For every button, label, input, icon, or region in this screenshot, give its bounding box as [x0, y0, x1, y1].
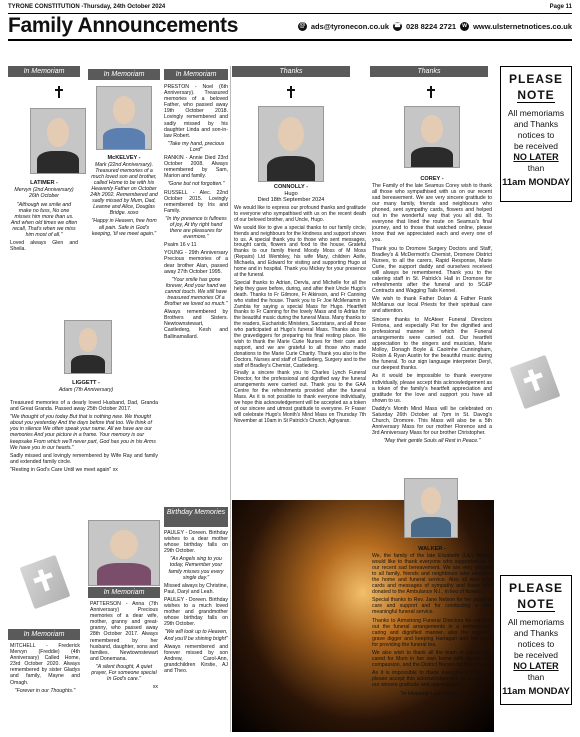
page-number: Page 11 — [549, 4, 572, 10]
page-title: Family Announcements — [8, 14, 239, 37]
photo-patterson — [88, 520, 160, 586]
notice-connolly: We would like to express our profound thanks and gratitude to everyone who sympathised with us on the recent death of our beloved brother, and Uncle, Hugo. We would like to give a special thanks to our family circle, friends and neighbours for the kindness and support shown to us. A special thank you to those who sent messages, brought cards, flowers and food to the house. Grateful thanks to our family friend Moody Moss of M Moss (Repairs) Ltd Wembley, his wife Mary, children Aoife, Michaela, and Edward for visiting and supporting Hugo at home and in hospital. Thank you Mickey for your presence at the funeral. Special thanks to Adrian, Dervla, and Michelle for all the help they gave before, during, and after their Uncle Hugo's death. Thanks to Fr Gilmore, Fr Atkinson, and Fr Canning who visited the house. Thank you to Fr Joe McMenamin in Zambia for saying a special Mass for Hugo. Heartfelt thanks to Fr Canning for the lovely Mass and to Adrian for the beautiful music during the funeral Mass. Many thanks to the readers, Eucharistic Ministers, Sacristans, and all those who participated at Hugo's funeral Mass. Thanks also to the gravediggers for preparing his final resting place. We wish to thank the Marie Curie Nurses for their care and support, and we are grateful to all those who made donations to the Marie Curie Charity. Thank you also to the Doctors, Nurses and staff of Castlederg, Surgery and to the staff of Bradley's Chemist, Castlederg. Finally a sincere thank you to Charles Lynch Funeral Director, for the professional and dignified way the funeral arrangements were carried out. Thank you to the GAA Centre for the refreshments provided after the funeral Mass. As it is not possible to thank everyone individually, we hope this acknowledgement will be accepted as a token of our sincere and utmost gratitude to everyone. Fr Fraser will celebrate Hugo's Month's Mind Mass on Thursday 7th November at 10am in St Patrick's Church, Aghyaran. — [234, 205, 367, 424]
masthead-rule — [8, 39, 572, 41]
photo-corey — [404, 106, 460, 168]
photo-liggett — [64, 320, 112, 374]
phone-number: 028 8224 2721 — [406, 21, 457, 31]
notice-latimer: LATIMER - Mervyn (2nd Anniversary) 26th October "Although we smile and make no fuss, No one misses him more than us. And when old times we often recall, That's when we miss him most of all." Loved always Glen and Sheila. — [10, 180, 78, 253]
header-in-memoriam-1: In Memoriam — [8, 66, 80, 77]
bible-icon — [510, 355, 561, 409]
header-thanks-1: Thanks — [232, 66, 350, 77]
header-in-memoriam-2: In Memoriam — [88, 69, 160, 80]
email-link[interactable]: ads@tyronecon.co.uk — [310, 21, 390, 31]
name-latimer: LATIMER - — [30, 180, 58, 186]
header-in-memoriam-3: In Memoriam — [164, 69, 228, 80]
column-divider — [230, 66, 231, 732]
photo-connolly — [258, 106, 324, 182]
notice-connolly-header: CONNOLLY - Hugo Died 18th September 2024 — [257, 184, 325, 204]
notice-mckelvey: McKELVEY - Mark (22nd Anniversary). Treasured memories of a much loved son and brother, called Home to be with his Heavenly Father on October 24th 2002. Remembered and sadly missed by Mum, Dad, Leanne and Alice, Douglas Bridge. xoxo "Happy in Heaven, free from all pain. Safe in God's keeping, 'til we meet again." — [90, 155, 158, 237]
notice-pauley: PAULEY - Doreen. Birthday wishes to a dear mother whose birthday falls on 29th October. "As Angels sing to you today, Remember your family misses you every single day." Missed always by Christine, Paul, Daryl and Leah. PAULEY - Doreen. Birthday wishes to a much loved mother and grandmother whose birthday falls on 29th October. "We will look up to Heaven, And you'll be shining bright" Always remembered and forever missed by son Andrew, Carol-Ann, grandchildren Kirstie, AJ and Theo. — [164, 530, 229, 674]
photo-walker — [404, 478, 458, 538]
web-icon: w — [460, 22, 469, 31]
cross-icon — [286, 86, 296, 98]
notice-liggett-header: LIGGETT - Adam (7th Anniversary) — [58, 380, 114, 393]
header-in-memoriam-5: In Memoriam — [8, 629, 80, 640]
photo-mckelvey — [96, 86, 152, 150]
notice-liggett: Treasured memories of a dearly loved Husband, Dad, Granda and Great Granda. Passed away 25th October 2017. "We thought of you today But that is nothing new. We thought about you yesterday And the days before that too. We think of you in silence We often speak your name. All we have are our memories And your picture in a frame. Your memory is our keepsake From which we'll never part, God has you in his Arms We have you in our hearts." Sadly missed and lovingly remembered by Wife Ray and family and extended family circle. "Resting in God's Care Until we meet again" xx — [10, 400, 158, 473]
notice-preston: PRESTON - Noel (6th Anniversary). Treasured memories of a beloved Father, who passed away 19th October 2018. Lovingly remembered and sadly missed by his daughter Linda and son-in-law Robert. "Take my hand, precious Lord" RANKIN - Annie Died 23rd October 2008. Always remembered by Sam, Marion and family. "Gone but not forgotten." RUSSELL - Alec. 22nd October 2015. Lovingly remembered by Iris and Family. "In thy presence is fullness of joy, At thy right hand there are pleasures for evermore." Psalm 16 v 11 YOUNG - 29th Anniversary Precious memories of a dear brother Alan, passed away 27th October 1995. "Your smile has gone forever, And your hand we cannot touch. We still have treasured memories Of a Brother we loved so much." Always remembered by Brothers and Sisters. Newtownstewart, Castlederg, Kesh and Ballinamallard. — [164, 84, 228, 340]
bible-icon — [20, 555, 71, 609]
notice-corey: COREY - The Family of the late Seamus Corey wish to thank all those who sympathised with us on our recent sad bereavement. We are very sincere gratitude to our many family, friends and neighbours who phoned, sent sympathy cards, flowers and helped out in the wonderful way that you all did. To everyone that lined the route on Seamus's final journey, and to those that watched online, please know that we appreciated each and every one of you. Thank you to Dromore Surgery Doctors and Staff, Bradley's & McDermott's Chemist, Dromore District Nurses, to all the carers, Rapid Response, Marie Curie, the support daddy and ourselves received will always be remembered. Thank you to the catering staff in St. Patrick's Hall in Dromore for refreshments after the funeral and to SC&P Contracts and Wagging Tails Kennel. We wish to thank Father Dolan & Father Frank McManus our local Priests for their spiritual care and attention. Sincere thanks to McAteer Funeral Directors Fintona, and especially Pat for the dignified and professional manner in which the Funeral arrangements were carried out. Our heartfelt appreciation to the singers and musician, Marie Molloy, Donagh Boyle & Caoimhe Cunningham, Roisin & Ryan Austin for the beautiful music during the funeral. To our sign language interpreter Deryl, our deepest thanks. As it would be impossible to thank everyone individually, please accept this acknowledgement as a token of the family's heartfelt appreciation and gratitude for the love and support you have all shown to us. Daddy's Month Mind Mass will be celebrated on Saturday 26th October at 7pm in St. Davog's Church, Dromore. This Mass will also be a 5th Anniversary Mass for our mother Florence and a 3rd Anniversary Mass for our brother Christopher. "May their gentle Souls all Rest in Peace." — [372, 176, 492, 445]
deadline-notice-top: PLEASE NOTE All memoriams and Thanks notices to be received NO LATER than 11am MONDAY — [500, 66, 572, 202]
web-link[interactable]: www.ulsternetnotices.co.uk — [473, 21, 572, 31]
photo-latimer — [30, 108, 86, 174]
phone-icon: ☎ — [393, 22, 402, 29]
contact-bar — [298, 22, 572, 31]
deadline-notice-bottom: PLEASE NOTE All memoriams and Thanks notices to be received NO LATER than 11am MONDAY — [500, 575, 572, 705]
notice-mitchell: MITCHELL - Frederick Mervyn (Freddie) (4th Anniversary) Called Home, 23rd October 2020. Always remembered by sister Gladys and family, Mayne and Omagh. "Forever in our Thoughts." — [10, 643, 80, 694]
notice-patterson: PATTERSON - Anna (7th Anniversary) Precious memories of a dear wife, mother, granny and great-granny, who passed away 28th October 2017. Always remembered by her husband, daughter, sons and families. Newtownstewart and Donemana. "A silent thought, A quiet prayer, For someone special In God's care." xx — [90, 601, 158, 691]
email-icon: @ — [299, 22, 306, 29]
header-birthday-memories: Birthday Memories — [164, 507, 228, 527]
issue-date: TYRONE CONSTITUTION -Thursday, 24th October 2024 — [8, 4, 166, 10]
header-in-memoriam-4: In Memoriam — [88, 587, 160, 598]
header-thanks-2: Thanks — [370, 66, 488, 77]
masthead — [8, 14, 572, 38]
page-topline — [8, 4, 572, 14]
cross-icon — [426, 86, 436, 98]
cross-icon — [54, 86, 64, 98]
notice-walker: WALKER - We, the family of the late Elizabeth (Lily) Walker would like to thank everyone who supported us in our recent sad bereavement. We are very grateful to all family, friends and neighbours who attended the home and funeral service. Also all who sent cards and messages of sympathy and those who donated to the Ambulance N.I., in lieu of flowers. Special thanks to Rev. Jane Nelson for her pastoral care and support and for conducting a very meaningful funeral service. Thanks to Armstrong Funeral Directors for carrying out the funeral arrangements in a professional, caring and dignified manner, also the organist, grave digger and keeping Hartagan and her team for providing the funeral tea. We also wish to thank all the team of carers who cared for Mum in her own home with dignity and compassion, and the District Nurses for their care. As it is impossible to thank everyone individually, please accept this acknowledgement as a token of our sincere gratitude and appreciation. "In Heavenly Love Abiding." — [372, 546, 492, 697]
